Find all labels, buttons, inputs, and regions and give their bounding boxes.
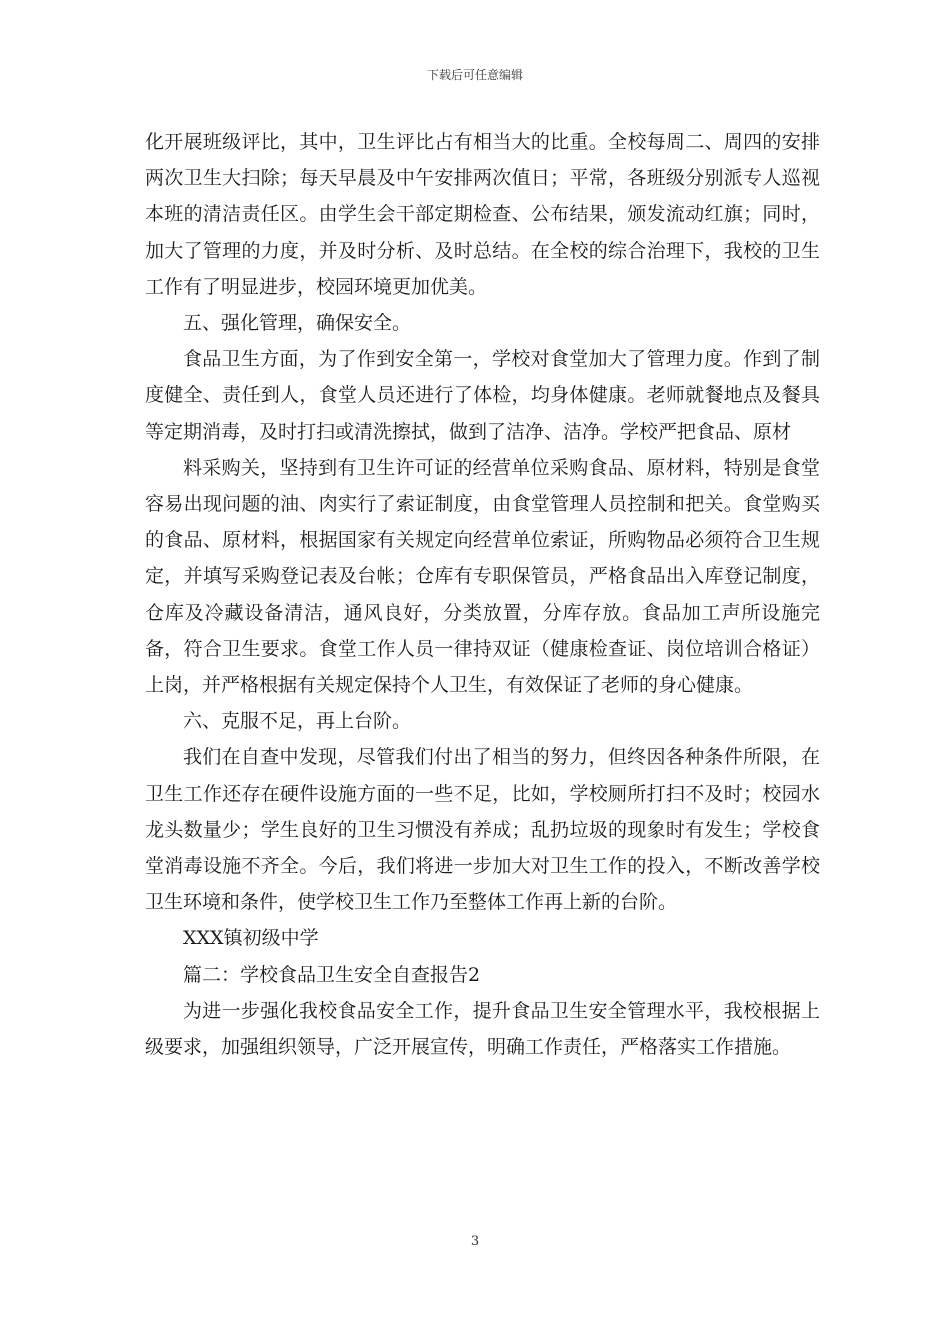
section-heading-five: 五、强化管理，确保安全。 xyxy=(183,312,412,335)
chapter-title: 篇二：学校食品卫生安全自查报告2 xyxy=(183,963,481,986)
paragraph: 食品卫生方面，为了作到安全第一，学校对食堂加大了管理力度。作到了制度健全、责任到人，食堂人员还进行了体检，均身体健康。老师就餐地点及餐具等定期消毒，及时打扫或清洗擦拭，做到了洁净、洁净。学校严把食品、原材 xyxy=(145,348,820,443)
page-header: 下载后可任意编辑 xyxy=(426,68,523,82)
paragraph: 为进一步强化我校食品安全工作，提升食品卫生安全管理水平，我校根据上级要求，加强组织领导，广泛开展宣传，明确工作责任，严格落实工作措施。 xyxy=(145,999,820,1059)
section-heading-six: 六、克服不足，再上台阶。 xyxy=(183,710,412,733)
document-body xyxy=(145,124,820,1065)
paragraph: 我们在自查中发现，尽管我们付出了相当的努力，但终因各种条件所限，在卫生工作还存在硬件设施方面的一些不足，比如，学校厕所打扫不及时；校园水龙头数量少；学生良好的卫生习惯没有养成；乱扔垃圾的现象时有发生；学校食堂消毒设施不齐全。今后，我们将进一步加大对卫生工作的投入，不断改善学校卫生环境和条件，使学校卫生工作乃至整体工作再上新的台阶。 xyxy=(145,746,820,914)
page-number: 3 xyxy=(470,1234,480,1249)
signature-line: XXX镇初级中学 xyxy=(183,927,319,950)
paragraph: 化开展班级评比，其中，卫生评比占有相当大的比重。全校每周二、周四的安排两次卫生大扫除；每天早晨及中午安排两次值日；平常，各班级分别派专人巡视本班的清洁责任区。由学生会干部定期检查、公布结果，颁发流动红旗；同时，加大了管理的力度，并及时分析、及时总结。在全校的综合治理下，我校的卫生工作有了明显进步，校园环境更加优美。 xyxy=(145,131,820,298)
paragraph: 料采购关，坚持到有卫生许可证的经营单位采购食品、原材料，特别是食堂容易出现问题的油、肉实行了索证制度，由食堂管理人员控制和把关。食堂购买的食品、原材料，根据国家有关规定向经营单位索证，所购物品必须符合卫生规定，并填写采购登记表及台帐；仓库有专职保管员，严格食品出入库登记制度，仓库及冷藏设备清洁，通风良好，分类放置，分库存放。食品加工声所设施完备，符合卫生要求。食堂工作人员一律持双证（健康检查证、岗位培训合格证）上岗，并严格根据有关规定保持个人卫生，有效保证了老师的身心健康。 xyxy=(145,456,820,697)
